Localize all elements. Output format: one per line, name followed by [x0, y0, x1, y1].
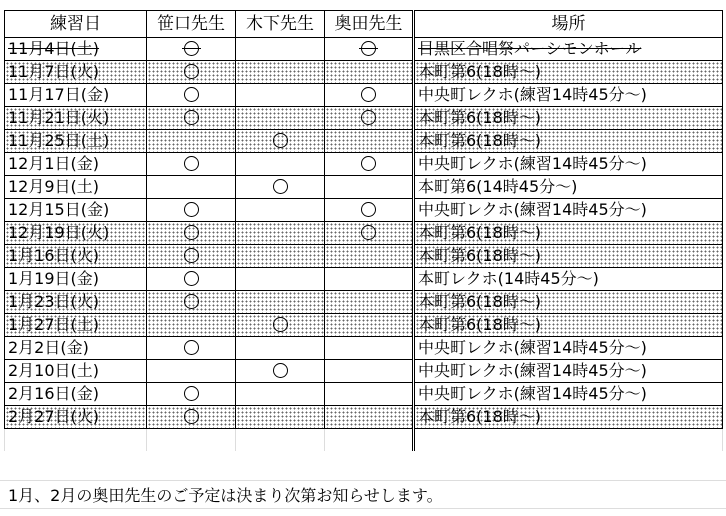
- gridline: [0, 508, 726, 509]
- table-row: [5, 130, 723, 153]
- cell-teacher-2[interactable]: [236, 176, 325, 199]
- cell-teacher-2[interactable]: [236, 245, 325, 268]
- date-text: 12月15日(金): [8, 200, 110, 219]
- place-text: 中央町レクホ(練習14時45分〜): [418, 154, 647, 173]
- cell-teacher-1[interactable]: [147, 406, 236, 429]
- cell-date[interactable]: [5, 130, 147, 153]
- table-row: [5, 176, 723, 199]
- place-text: 中央町レクホ(練習14時45分〜): [418, 85, 647, 104]
- cell-date[interactable]: [5, 176, 147, 199]
- cell-teacher-2[interactable]: [236, 360, 325, 383]
- table-row: [5, 337, 723, 360]
- header-teacher-kinoshita: 木下先生: [236, 11, 325, 38]
- date-text: 1月19日(金): [8, 269, 100, 288]
- date-text: 11月21日(火): [8, 108, 110, 127]
- table-row: [5, 38, 723, 61]
- place-text: 中央町レクホ(練習14時45分〜): [418, 200, 647, 219]
- cell-date[interactable]: [5, 360, 147, 383]
- place-text: 本町第6(18時〜): [418, 223, 542, 242]
- date-text: 1月23日(火): [8, 292, 100, 311]
- note-text: 1月、2月の奥田先生のご予定は決まり次第お知らせします。: [8, 486, 443, 505]
- cell-place[interactable]: [414, 245, 723, 268]
- cell-teacher-2[interactable]: [236, 84, 325, 107]
- table-row: [5, 360, 723, 383]
- circle-mark-icon: [184, 340, 199, 355]
- date-text: 11月25日(土): [8, 131, 110, 150]
- cell-date[interactable]: [5, 199, 147, 222]
- circle-mark-icon: [184, 409, 199, 424]
- cell-teacher-1[interactable]: [147, 199, 236, 222]
- date-text: 12月9日(土): [8, 177, 100, 196]
- place-text: 目黒区合唱祭パーシモンホール: [418, 39, 642, 58]
- header-row: [5, 11, 723, 38]
- cell-teacher-1[interactable]: [147, 245, 236, 268]
- cell-date[interactable]: [5, 383, 147, 406]
- table-row: [5, 383, 723, 406]
- cell-teacher-3[interactable]: [325, 337, 414, 360]
- place-text: 本町レクホ(14時45分〜): [418, 269, 599, 288]
- cell-date[interactable]: [5, 314, 147, 337]
- circle-mark-icon: [273, 363, 288, 378]
- cell-place[interactable]: [414, 38, 723, 61]
- cell-date[interactable]: [5, 406, 147, 429]
- schedule-rows: [5, 38, 723, 429]
- cell-place[interactable]: [414, 314, 723, 337]
- circle-mark-icon: [273, 179, 288, 194]
- cell-teacher-3[interactable]: [325, 199, 414, 222]
- cell-teacher-2[interactable]: [236, 153, 325, 176]
- circle-mark-icon: [184, 41, 199, 56]
- table-row: [5, 314, 723, 337]
- cell-teacher-2[interactable]: [236, 314, 325, 337]
- circle-mark-icon: [184, 156, 199, 171]
- header-place: 場所: [414, 11, 723, 38]
- date-text: 2月16日(金): [8, 384, 100, 403]
- date-text: 12月1日(金): [8, 154, 100, 173]
- cell-date[interactable]: [5, 61, 147, 84]
- schedule-table: [4, 10, 723, 451]
- table-row: [5, 268, 723, 291]
- cell-date[interactable]: [5, 153, 147, 176]
- table-row: [5, 153, 723, 176]
- circle-mark-icon: [361, 156, 376, 171]
- circle-mark-icon: [361, 225, 376, 240]
- cell-teacher-3[interactable]: [325, 153, 414, 176]
- circle-mark-icon: [184, 110, 199, 125]
- place-text: 本町第6(18時〜): [418, 407, 542, 426]
- cell-teacher-1[interactable]: [147, 130, 236, 153]
- place-text: 本町第6(18時〜): [418, 131, 542, 150]
- place-text: 本町第6(18時〜): [418, 292, 542, 311]
- cell-teacher-2[interactable]: [236, 130, 325, 153]
- cell-teacher-2[interactable]: [236, 222, 325, 245]
- cell-teacher-3[interactable]: [325, 291, 414, 314]
- date-text: 11月7日(火): [8, 62, 100, 81]
- cell-date[interactable]: [5, 107, 147, 130]
- cell-teacher-3[interactable]: [325, 314, 414, 337]
- circle-mark-icon: [184, 225, 199, 240]
- circle-mark-icon: [273, 317, 288, 332]
- cell-teacher-2[interactable]: [236, 107, 325, 130]
- cell-date[interactable]: [5, 84, 147, 107]
- date-text: 12月19日(火): [8, 223, 110, 242]
- table-row: [5, 61, 723, 84]
- place-text: 中央町レクホ(練習14時45分〜): [418, 338, 647, 357]
- cell-place[interactable]: [414, 406, 723, 429]
- cell-date[interactable]: [5, 245, 147, 268]
- cell-teacher-3[interactable]: [325, 268, 414, 291]
- cell-teacher-1[interactable]: [147, 268, 236, 291]
- table-row: [5, 107, 723, 130]
- cell-teacher-3[interactable]: [325, 84, 414, 107]
- table-row: [5, 199, 723, 222]
- date-text: 11月4日(土): [8, 39, 100, 58]
- cell-teacher-1[interactable]: [147, 314, 236, 337]
- header-teacher-sasaguchi: 笹口先生: [147, 11, 236, 38]
- cell-place[interactable]: [414, 222, 723, 245]
- circle-mark-icon: [184, 248, 199, 263]
- place-text: 中央町レクホ(練習14時45分〜): [418, 361, 647, 380]
- cell-teacher-2[interactable]: [236, 268, 325, 291]
- cell-teacher-3[interactable]: [325, 406, 414, 429]
- cell-place[interactable]: [414, 360, 723, 383]
- cell-date[interactable]: [5, 268, 147, 291]
- cell-place[interactable]: [414, 107, 723, 130]
- cell-teacher-3[interactable]: [325, 130, 414, 153]
- cell-teacher-2[interactable]: [236, 383, 325, 406]
- cell-teacher-1[interactable]: [147, 360, 236, 383]
- cell-teacher-2[interactable]: [236, 199, 325, 222]
- place-text: 本町第6(18時〜): [418, 246, 542, 265]
- circle-mark-icon: [184, 202, 199, 217]
- table-row: [5, 406, 723, 429]
- table-row: [5, 222, 723, 245]
- circle-mark-icon: [184, 87, 199, 102]
- cell-teacher-3[interactable]: [325, 383, 414, 406]
- date-text: 2月2日(金): [8, 338, 89, 357]
- cell-place[interactable]: [414, 291, 723, 314]
- place-text: 本町第6(18時〜): [418, 62, 542, 81]
- circle-mark-icon: [361, 87, 376, 102]
- place-text: 本町第6(18時〜): [418, 315, 542, 334]
- cell-teacher-3[interactable]: [325, 107, 414, 130]
- cell-teacher-2[interactable]: [236, 38, 325, 61]
- cell-teacher-1[interactable]: [147, 222, 236, 245]
- cell-teacher-2[interactable]: [236, 61, 325, 84]
- date-text: 1月27日(土): [8, 315, 100, 334]
- circle-mark-icon: [184, 294, 199, 309]
- cell-place[interactable]: [414, 268, 723, 291]
- place-text: 本町第6(14時45分〜): [418, 177, 578, 196]
- table-row: [5, 245, 723, 268]
- date-text: 2月27日(火): [8, 407, 100, 426]
- circle-mark-icon: [361, 110, 376, 125]
- place-text: 中央町レクホ(練習14時45分〜): [418, 384, 647, 403]
- cell-teacher-1[interactable]: [147, 38, 236, 61]
- cell-teacher-1[interactable]: [147, 84, 236, 107]
- circle-mark-icon: [184, 386, 199, 401]
- place-text: 本町第6(18時〜): [418, 108, 542, 127]
- cell-teacher-1[interactable]: [147, 61, 236, 84]
- date-text: 2月10日(土): [8, 361, 100, 380]
- table-row: [5, 84, 723, 107]
- cell-place[interactable]: [414, 176, 723, 199]
- circle-mark-icon: [184, 271, 199, 286]
- cell-date[interactable]: [5, 337, 147, 360]
- cell-place[interactable]: [414, 84, 723, 107]
- cell-teacher-2[interactable]: [236, 291, 325, 314]
- cell-teacher-3[interactable]: [325, 245, 414, 268]
- cell-teacher-1[interactable]: [147, 153, 236, 176]
- cell-date[interactable]: [5, 38, 147, 61]
- cell-date[interactable]: [5, 222, 147, 245]
- cell-place[interactable]: [414, 61, 723, 84]
- cell-teacher-3[interactable]: [325, 360, 414, 383]
- cell-teacher-3[interactable]: [325, 61, 414, 84]
- cell-place[interactable]: [414, 130, 723, 153]
- table-row: [5, 291, 723, 314]
- empty-row: [5, 429, 723, 452]
- cell-teacher-1[interactable]: [147, 176, 236, 199]
- cell-teacher-3[interactable]: [325, 38, 414, 61]
- circle-mark-icon: [273, 133, 288, 148]
- cell-teacher-1[interactable]: [147, 383, 236, 406]
- gridline: [0, 480, 726, 481]
- circle-mark-icon: [361, 202, 376, 217]
- cell-teacher-1[interactable]: [147, 107, 236, 130]
- cell-teacher-1[interactable]: [147, 291, 236, 314]
- cell-date[interactable]: [5, 291, 147, 314]
- cell-teacher-3[interactable]: [325, 176, 414, 199]
- circle-mark-icon: [184, 64, 199, 79]
- date-text: 1月16日(火): [8, 246, 100, 265]
- header-teacher-okuda: 奥田先生: [325, 11, 414, 38]
- cell-place[interactable]: [414, 153, 723, 176]
- cell-teacher-2[interactable]: [236, 406, 325, 429]
- cell-place[interactable]: [414, 337, 723, 360]
- header-date: 練習日: [5, 11, 147, 38]
- cell-teacher-3[interactable]: [325, 222, 414, 245]
- cell-place[interactable]: [414, 199, 723, 222]
- date-text: 11月17日(金): [8, 85, 110, 104]
- cell-teacher-1[interactable]: [147, 337, 236, 360]
- cell-teacher-2[interactable]: [236, 337, 325, 360]
- circle-mark-icon: [361, 41, 376, 56]
- cell-place[interactable]: [414, 383, 723, 406]
